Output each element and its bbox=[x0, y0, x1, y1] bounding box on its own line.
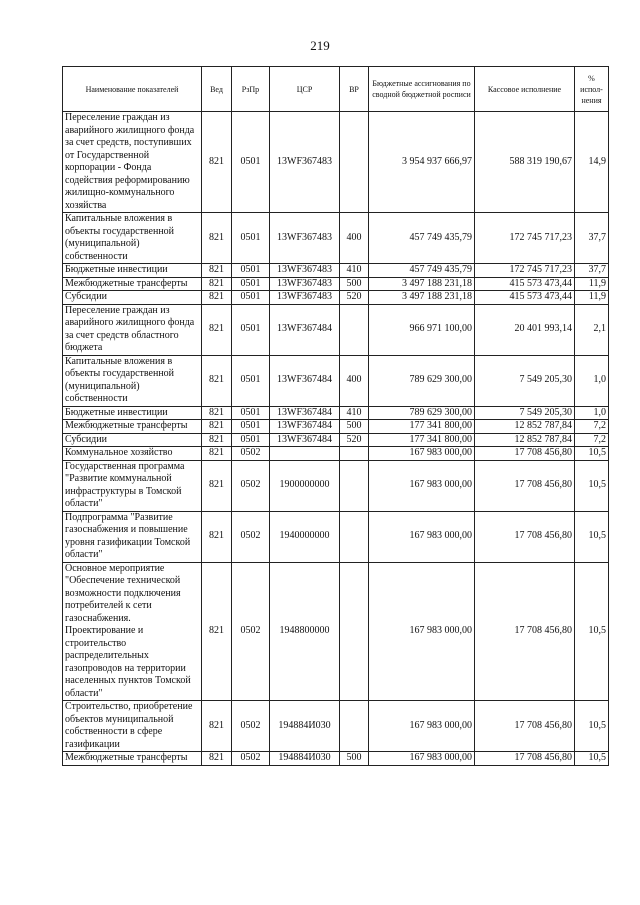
cell-cash: 17 708 456,80 bbox=[475, 511, 575, 562]
cell-cash: 7 549 205,30 bbox=[475, 355, 575, 406]
cell-ved: 821 bbox=[202, 511, 232, 562]
table-row bbox=[63, 460, 609, 511]
cell-name: Переселение граждан из аварийного жилищного фонда за счет средств областного бюджета bbox=[63, 304, 202, 355]
cell-name: Межбюджетные трансферты bbox=[63, 752, 202, 766]
cell-pct: 37,7 bbox=[575, 213, 609, 264]
cell-cash: 17 708 456,80 bbox=[475, 460, 575, 511]
cell-cash: 17 708 456,80 bbox=[475, 447, 575, 461]
cell-name: Бюджетные инвестиции bbox=[63, 264, 202, 278]
cell-vr: 400 bbox=[340, 355, 369, 406]
cell-ved: 821 bbox=[202, 112, 232, 213]
cell-budget: 789 629 300,00 bbox=[369, 355, 475, 406]
table-row bbox=[63, 447, 609, 461]
cell-ved: 821 bbox=[202, 291, 232, 305]
cell-cash: 415 573 473,44 bbox=[475, 277, 575, 291]
cell-rzpr: 0501 bbox=[232, 277, 270, 291]
cell-budget: 167 983 000,00 bbox=[369, 752, 475, 766]
cell-vr bbox=[340, 511, 369, 562]
cell-cash: 588 319 190,67 bbox=[475, 112, 575, 213]
cell-pct: 2,1 bbox=[575, 304, 609, 355]
cell-csr: 194884И030 bbox=[270, 752, 340, 766]
cell-csr: 13WF367483 bbox=[270, 291, 340, 305]
header-rzpr: РзПр bbox=[232, 67, 270, 112]
cell-budget: 457 749 435,79 bbox=[369, 264, 475, 278]
header-vr: ВР bbox=[340, 67, 369, 112]
cell-rzpr: 0502 bbox=[232, 511, 270, 562]
cell-pct: 7,2 bbox=[575, 420, 609, 434]
cell-pct: 10,5 bbox=[575, 562, 609, 701]
cell-pct: 10,5 bbox=[575, 447, 609, 461]
cell-ved: 821 bbox=[202, 406, 232, 420]
cell-cash: 12 852 787,84 bbox=[475, 433, 575, 447]
header-ved: Вед bbox=[202, 67, 232, 112]
cell-rzpr: 0502 bbox=[232, 701, 270, 752]
cell-name: Межбюджетные трансферты bbox=[63, 277, 202, 291]
cell-csr: 1940000000 bbox=[270, 511, 340, 562]
cell-cash: 17 708 456,80 bbox=[475, 562, 575, 701]
cell-vr: 400 bbox=[340, 213, 369, 264]
cell-vr bbox=[340, 701, 369, 752]
cell-name: Государственная программа "Развитие коммунальной инфраструктуры в Томской области" bbox=[63, 460, 202, 511]
cell-ved: 821 bbox=[202, 304, 232, 355]
cell-budget: 177 341 800,00 bbox=[369, 433, 475, 447]
cell-name: Переселение граждан из аварийного жилищного фонда за счет средств, поступивших от Государственной корпорации - Фонда содействия реформированию жилищно-коммунального хозяйства bbox=[63, 112, 202, 213]
cell-budget: 3 954 937 666,97 bbox=[369, 112, 475, 213]
cell-rzpr: 0501 bbox=[232, 355, 270, 406]
cell-pct: 11,9 bbox=[575, 277, 609, 291]
table-row bbox=[63, 112, 609, 213]
cell-budget: 167 983 000,00 bbox=[369, 447, 475, 461]
cell-cash: 20 401 993,14 bbox=[475, 304, 575, 355]
cell-cash: 172 745 717,23 bbox=[475, 213, 575, 264]
cell-ved: 821 bbox=[202, 460, 232, 511]
cell-rzpr: 0501 bbox=[232, 420, 270, 434]
cell-rzpr: 0502 bbox=[232, 460, 270, 511]
table-row bbox=[63, 406, 609, 420]
cell-name: Подпрограмма "Развитие газоснабжения и повышение уровня газификации Томской области" bbox=[63, 511, 202, 562]
cell-pct: 10,5 bbox=[575, 511, 609, 562]
budget-table bbox=[62, 66, 609, 766]
cell-cash: 12 852 787,84 bbox=[475, 420, 575, 434]
cell-vr: 520 bbox=[340, 433, 369, 447]
table-row bbox=[63, 433, 609, 447]
cell-pct: 1,0 bbox=[575, 406, 609, 420]
cell-csr: 1948800000 bbox=[270, 562, 340, 701]
cell-ved: 821 bbox=[202, 701, 232, 752]
cell-name: Межбюджетные трансферты bbox=[63, 420, 202, 434]
cell-vr: 520 bbox=[340, 291, 369, 305]
cell-pct: 7,2 bbox=[575, 433, 609, 447]
cell-cash: 17 708 456,80 bbox=[475, 752, 575, 766]
cell-budget: 177 341 800,00 bbox=[369, 420, 475, 434]
cell-csr bbox=[270, 447, 340, 461]
cell-csr: 13WF367483 bbox=[270, 213, 340, 264]
cell-vr: 500 bbox=[340, 420, 369, 434]
header-budget: Бюджетные ассигнования по сводной бюджетной росписи bbox=[369, 67, 475, 112]
cell-rzpr: 0501 bbox=[232, 406, 270, 420]
cell-pct: 1,0 bbox=[575, 355, 609, 406]
cell-name: Основное мероприятие "Обеспечение технической возможности подключения потребителей к сети газоснабжения. Проектирование и строительство распределительных газопроводов на территории населенных пунктов Томской области" bbox=[63, 562, 202, 701]
cell-csr: 13WF367484 bbox=[270, 433, 340, 447]
cell-pct: 14,9 bbox=[575, 112, 609, 213]
table-row bbox=[63, 701, 609, 752]
table-row bbox=[63, 752, 609, 766]
cell-rzpr: 0501 bbox=[232, 112, 270, 213]
header-name: Наименование показателей bbox=[63, 67, 202, 112]
cell-rzpr: 0502 bbox=[232, 447, 270, 461]
cell-ved: 821 bbox=[202, 355, 232, 406]
cell-rzpr: 0501 bbox=[232, 264, 270, 278]
table-body bbox=[63, 112, 609, 766]
cell-csr: 13WF367484 bbox=[270, 355, 340, 406]
cell-budget: 167 983 000,00 bbox=[369, 511, 475, 562]
cell-name: Коммунальное хозяйство bbox=[63, 447, 202, 461]
table-row bbox=[63, 562, 609, 701]
cell-budget: 167 983 000,00 bbox=[369, 460, 475, 511]
cell-budget: 3 497 188 231,18 bbox=[369, 291, 475, 305]
cell-pct: 10,5 bbox=[575, 752, 609, 766]
cell-vr: 410 bbox=[340, 264, 369, 278]
cell-budget: 789 629 300,00 bbox=[369, 406, 475, 420]
cell-vr bbox=[340, 304, 369, 355]
cell-cash: 415 573 473,44 bbox=[475, 291, 575, 305]
cell-csr: 13WF367483 bbox=[270, 112, 340, 213]
table-row bbox=[63, 511, 609, 562]
cell-budget: 966 971 100,00 bbox=[369, 304, 475, 355]
table-row bbox=[63, 420, 609, 434]
cell-budget: 167 983 000,00 bbox=[369, 562, 475, 701]
cell-vr bbox=[340, 562, 369, 701]
cell-cash: 172 745 717,23 bbox=[475, 264, 575, 278]
cell-csr: 13WF367483 bbox=[270, 277, 340, 291]
cell-name: Капитальные вложения в объекты государственной (муниципальной) собственности bbox=[63, 213, 202, 264]
cell-name: Субсидии bbox=[63, 433, 202, 447]
cell-name: Строительство, приобретение объектов муниципальной собственности в сфере газификации bbox=[63, 701, 202, 752]
cell-rzpr: 0501 bbox=[232, 213, 270, 264]
cell-pct: 11,9 bbox=[575, 291, 609, 305]
cell-ved: 821 bbox=[202, 447, 232, 461]
cell-ved: 821 bbox=[202, 420, 232, 434]
cell-csr: 1900000000 bbox=[270, 460, 340, 511]
cell-ved: 821 bbox=[202, 433, 232, 447]
table-row bbox=[63, 304, 609, 355]
cell-pct: 37,7 bbox=[575, 264, 609, 278]
cell-name: Бюджетные инвестиции bbox=[63, 406, 202, 420]
table-row bbox=[63, 355, 609, 406]
cell-pct: 10,5 bbox=[575, 701, 609, 752]
cell-vr: 500 bbox=[340, 752, 369, 766]
cell-budget: 167 983 000,00 bbox=[369, 701, 475, 752]
cell-name: Капитальные вложения в объекты государственной (муниципальной) собственности bbox=[63, 355, 202, 406]
cell-ved: 821 bbox=[202, 752, 232, 766]
cell-pct: 10,5 bbox=[575, 460, 609, 511]
header-pct: % испол-нения bbox=[575, 67, 609, 112]
cell-name: Субсидии bbox=[63, 291, 202, 305]
cell-csr: 13WF367484 bbox=[270, 304, 340, 355]
table-row bbox=[63, 277, 609, 291]
cell-rzpr: 0502 bbox=[232, 752, 270, 766]
cell-csr: 194884И030 bbox=[270, 701, 340, 752]
table-row bbox=[63, 291, 609, 305]
cell-vr: 410 bbox=[340, 406, 369, 420]
cell-ved: 821 bbox=[202, 213, 232, 264]
cell-vr bbox=[340, 112, 369, 213]
cell-rzpr: 0502 bbox=[232, 562, 270, 701]
page-number: 219 bbox=[310, 38, 330, 53]
cell-ved: 821 bbox=[202, 264, 232, 278]
table-header-row bbox=[63, 67, 609, 112]
table-row bbox=[63, 213, 609, 264]
cell-vr: 500 bbox=[340, 277, 369, 291]
header-cash: Кассовое исполнение bbox=[475, 67, 575, 112]
cell-csr: 13WF367484 bbox=[270, 420, 340, 434]
cell-cash: 7 549 205,30 bbox=[475, 406, 575, 420]
header-csr: ЦСР bbox=[270, 67, 340, 112]
cell-budget: 457 749 435,79 bbox=[369, 213, 475, 264]
cell-csr: 13WF367483 bbox=[270, 264, 340, 278]
cell-ved: 821 bbox=[202, 562, 232, 701]
cell-rzpr: 0501 bbox=[232, 304, 270, 355]
table-row bbox=[63, 264, 609, 278]
cell-budget: 3 497 188 231,18 bbox=[369, 277, 475, 291]
cell-csr: 13WF367484 bbox=[270, 406, 340, 420]
cell-vr bbox=[340, 447, 369, 461]
cell-rzpr: 0501 bbox=[232, 433, 270, 447]
cell-vr bbox=[340, 460, 369, 511]
cell-rzpr: 0501 bbox=[232, 291, 270, 305]
cell-cash: 17 708 456,80 bbox=[475, 701, 575, 752]
cell-ved: 821 bbox=[202, 277, 232, 291]
